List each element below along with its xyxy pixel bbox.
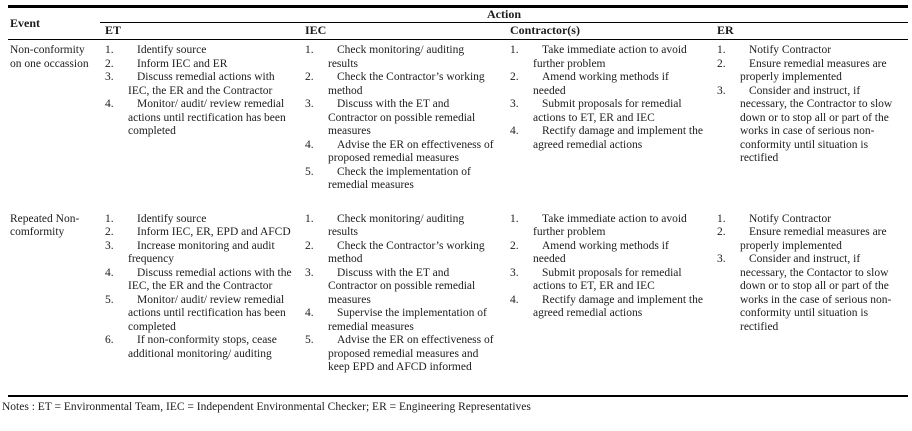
item-number: 1. <box>305 212 314 225</box>
table-row-repeated-non-conformity <box>8 209 908 396</box>
column-header-event: Event <box>8 7 100 40</box>
item-text: Monitor/ audit/ review remedial actions until rectification has been completed <box>128 98 286 137</box>
item-number: 4. <box>105 98 114 110</box>
item-text: If non-conformity stops, cease additional monitoring/ auditing <box>128 334 277 360</box>
item-text: Advise the ER on effectiveness of proposed remedial measures and keep EPD and AFCD informed <box>328 334 494 373</box>
list-item <box>510 98 704 125</box>
list-item <box>510 294 704 321</box>
list-item <box>105 267 292 294</box>
item-number: 1. <box>105 44 114 56</box>
item-text: Amend working methods if needed <box>533 239 669 265</box>
et-actions-cell <box>100 40 300 209</box>
item-text: Ensure remedial measures are properly implemented <box>740 226 887 252</box>
contractor-actions-cell <box>505 40 712 209</box>
list-item <box>717 253 900 334</box>
list-item <box>105 44 292 58</box>
list-item <box>510 71 704 98</box>
item-text: Discuss remedial actions with IEC, the ER and the Contractor <box>128 71 275 97</box>
item-text: Check the Contractor’s working method <box>328 239 485 265</box>
item-number: 5. <box>305 334 314 346</box>
er-actions-cell <box>712 209 908 396</box>
item-number: 1. <box>510 44 519 56</box>
list-item <box>717 44 900 58</box>
item-text: Supervise the implementation of remedial measures <box>328 307 487 333</box>
item-number: 4. <box>510 293 519 306</box>
event-cell: Non-conformity on one occassion <box>10 44 89 70</box>
item-number: 2. <box>105 226 114 238</box>
item-text: Check the Contractor’s working method <box>328 71 485 97</box>
list-item <box>105 294 292 335</box>
item-number: 1. <box>717 212 726 225</box>
item-number: 4. <box>305 138 314 151</box>
list-item <box>105 226 292 240</box>
item-number: 3. <box>305 98 314 110</box>
item-number: 3. <box>105 239 114 252</box>
item-number: 1. <box>305 44 314 56</box>
list-item <box>510 125 704 152</box>
item-text: Check monitoring/ auditing results <box>328 44 465 70</box>
table-notes: Notes : ET = Environmental Team, IEC = Independent Environmental Checker; ER = Engineering Representatives <box>2 400 531 413</box>
item-text: Consider and instruct, if necessary, the Contactor to slow down or to stop all or part of the works in the case of serious non-conformity until situation is rectified <box>740 253 892 333</box>
list-item <box>510 267 704 294</box>
item-number: 2. <box>717 57 726 70</box>
item-text: Identify source <box>137 212 207 225</box>
item-text: Check monitoring/ auditing results <box>328 212 465 238</box>
item-text: Discuss with the ET and Contractor on possible remedial measures <box>328 98 476 137</box>
er-actions-cell <box>712 40 908 209</box>
item-number: 1. <box>105 212 114 225</box>
item-text: Advise the ER on effectiveness of proposed remedial measures <box>328 138 494 164</box>
list-item <box>105 334 292 361</box>
list-item <box>717 213 900 227</box>
item-number: 3. <box>717 253 726 265</box>
column-header-er: ER <box>712 23 908 40</box>
item-number: 4. <box>105 266 114 279</box>
column-header-et: ET <box>100 23 300 40</box>
et-actions-cell <box>100 209 300 396</box>
iec-actions-cell <box>300 40 505 209</box>
list-item <box>305 44 497 71</box>
table-container <box>8 5 912 397</box>
list-item <box>305 334 497 375</box>
list-item <box>717 58 900 85</box>
item-text: Rectify damage and implement the agreed remedial actions <box>533 293 703 319</box>
list-item <box>305 166 497 193</box>
item-number: 2. <box>510 71 519 83</box>
header-row-parties <box>8 23 908 40</box>
item-text: Inform IEC and ER <box>137 57 228 70</box>
list-item <box>305 267 497 308</box>
item-number: 1. <box>717 44 726 56</box>
list-item <box>510 213 704 240</box>
item-text: Amend working methods if needed <box>533 71 669 97</box>
list-item <box>105 213 292 227</box>
list-item <box>305 307 497 334</box>
list-item <box>510 240 704 267</box>
item-text: Take immediate action to avoid further problem <box>533 212 687 238</box>
item-text: Discuss remedial actions with the IEC, the ER and the Contractor <box>128 266 292 292</box>
item-number: 3. <box>105 71 114 83</box>
item-text: Ensure remedial measures are properly implemented <box>740 57 887 83</box>
list-item <box>105 71 292 98</box>
item-text: Monitor/ audit/ review remedial actions until rectification has been completed <box>128 293 286 333</box>
list-item <box>305 71 497 98</box>
item-number: 6. <box>105 334 114 346</box>
item-number: 5. <box>105 293 114 306</box>
item-text: Notify Contractor <box>749 212 832 225</box>
item-text: Consider and instruct, if necessary, the Contractor to slow down or to stop all or part of the works in case of serious non-conformity until situation is rectified <box>740 84 893 164</box>
item-text: Submit proposals for remedial actions to ET, ER and IEC <box>533 98 682 124</box>
list-item <box>717 226 900 253</box>
item-number: 3. <box>717 84 726 97</box>
list-item <box>305 213 497 240</box>
item-number: 4. <box>510 125 519 137</box>
item-text: Notify Contractor <box>749 44 832 56</box>
item-text: Rectify damage and implement the agreed remedial actions <box>533 125 703 151</box>
item-text: Take immediate action to avoid further problem <box>533 44 687 70</box>
item-number: 3. <box>510 266 519 279</box>
list-item <box>305 139 497 166</box>
event-cell: Repeated Non-comformity <box>10 212 80 238</box>
item-text: Discuss with the ET and Contractor on possible remedial measures <box>328 266 476 306</box>
item-number: 4. <box>305 307 314 319</box>
column-header-action: Action <box>100 7 908 23</box>
list-item <box>510 44 704 71</box>
item-number: 3. <box>510 98 519 110</box>
header-row-action <box>8 7 908 23</box>
list-item <box>105 240 292 267</box>
list-item <box>305 98 497 139</box>
item-number: 2. <box>305 71 314 83</box>
column-header-contractor: Contractor(s) <box>505 23 712 40</box>
item-text: Submit proposals for remedial actions to ET, ER and IEC <box>533 266 682 292</box>
list-item <box>305 240 497 267</box>
list-item <box>717 85 900 166</box>
non-conformity-action-table <box>8 5 908 397</box>
item-text: Identify source <box>137 44 207 56</box>
contractor-actions-cell <box>505 209 712 396</box>
item-number: 2. <box>305 239 314 252</box>
item-number: 3. <box>305 266 314 279</box>
item-number: 2. <box>510 239 519 252</box>
item-text: Increase monitoring and audit frequency <box>128 239 275 265</box>
item-text: Inform IEC, ER, EPD and AFCD <box>137 226 291 238</box>
item-text: Check the implementation of remedial measures <box>328 165 471 191</box>
item-number: 1. <box>510 212 519 225</box>
item-number: 2. <box>717 226 726 238</box>
column-header-iec: IEC <box>300 23 505 40</box>
list-item <box>105 58 292 72</box>
list-item <box>105 98 292 139</box>
item-number: 5. <box>305 165 314 178</box>
iec-actions-cell <box>300 209 505 396</box>
item-number: 2. <box>105 57 114 70</box>
table-row-non-conformity-one-occasion <box>8 40 908 209</box>
